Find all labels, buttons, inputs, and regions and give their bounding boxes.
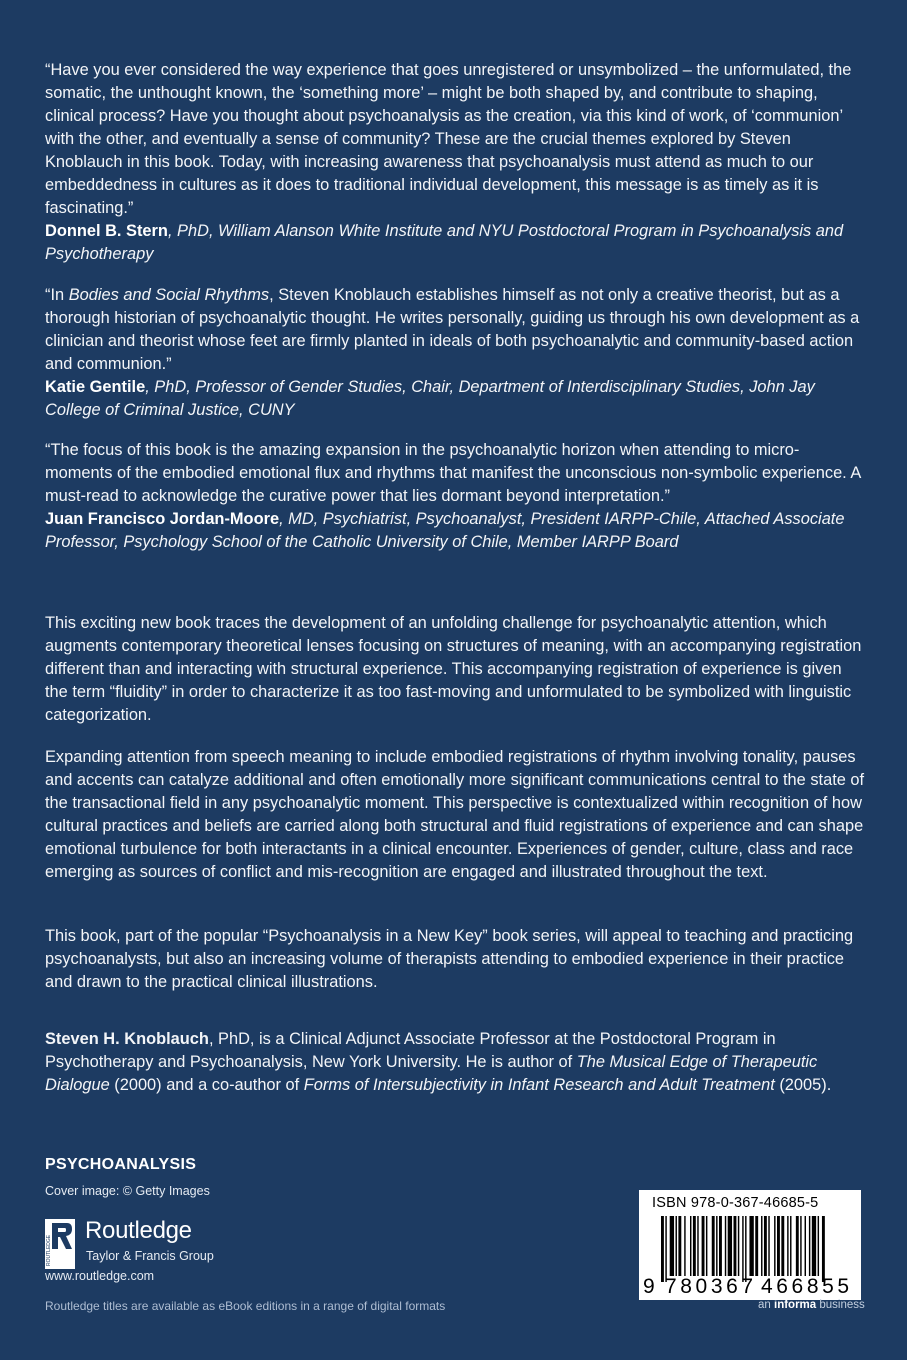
informa-business-note [758, 1299, 865, 1311]
bio-text-1: , PhD, is a Clinical Adjunct Associate Professor at the Postdoctoral Program in Psychotherapy and Psychoanalysis, New York University. He is author of [45, 1030, 776, 1071]
informa-brand: informa [774, 1299, 817, 1311]
bio-text-3: (2005). [774, 1076, 832, 1094]
barcode-digit-first: 9 [643, 1275, 655, 1298]
barcode-bar [761, 1216, 762, 1276]
quote-rest: , Steven Knoblauch establishes himself as not only a creative theorist, but as a thorough historian of psychoanalytic thought. He writes personally, guiding us through his own development as a clinician and theorist whose feet are firmly planted in ideals of both psychoanalytic and community-based action and communion.” [45, 286, 860, 373]
barcode-bar [764, 1216, 767, 1276]
barcode-bar [684, 1216, 685, 1276]
barcode-bar [749, 1216, 753, 1276]
testimonial-1 [45, 59, 865, 266]
barcode-bar [774, 1216, 775, 1276]
testimonial-attribution [45, 508, 865, 554]
barcode-bar [745, 1216, 746, 1282]
publisher-website[interactable]: www.routledge.com [45, 1269, 155, 1283]
barcode-bar [665, 1216, 666, 1282]
logo-vertical-text: ROUTLEDGE [46, 1234, 52, 1266]
testimonial-author: Juan Francisco Jordan-Moore [45, 510, 280, 528]
publisher-name: Routledge [85, 1217, 192, 1244]
barcode-bar [719, 1216, 722, 1276]
barcode-bar [790, 1216, 791, 1276]
description-text: This book, part of the popular “Psychoanalysis in a New Key” book series, will appeal to teaching and practicing psychoanalysts, but also an increasing volume of therapists attending to embodied experience in their practice and drawn to the practical clinical illustrations. [45, 927, 854, 991]
barcode-bar [738, 1216, 739, 1276]
barcode-bar [742, 1216, 743, 1282]
barcode-bar [678, 1216, 681, 1276]
barcode-digits-right: 466855 [761, 1275, 853, 1298]
testimonial-quote: “Have you ever considered the way experience that goes unregistered or unsymbolized – the unformulated, the somatic, the unthought known, the ‘something more’ – might be both shaped by, and contribute to shaping, clinical process? Have you thought about psychoanalysis as the creation, via this kind of work, of ‘communion’ with the other, and eventually a sense of community? These are the crucial themes explored by Steven Knoblauch in this book. Today, with increasing awareness that psychoanalysis must attend as much to our embeddedness in cultures as it does to traditional individual development, this message is as timely as it is fascinating.” [45, 61, 852, 217]
barcode-bar [725, 1216, 726, 1276]
informa-suffix: business [816, 1299, 865, 1311]
author-bio-text [45, 1028, 865, 1097]
author-name: Steven H. Knoblauch [45, 1030, 209, 1048]
barcode-bar [670, 1216, 674, 1276]
author-bio [45, 1028, 865, 1097]
testimonial-quote: “The focus of this book is the amazing expansion in the psychoanalytic horizon when attending to micro-moments of the embodied emotional flux and rhythms that manifest the unconscious non-symbolic experience. A must-read to acknowledge the curative power that lies dormant beyond interpretation.” [45, 441, 861, 505]
barcode-bar [796, 1216, 799, 1276]
description-paragraph-3 [45, 925, 865, 994]
barcode-bar [822, 1216, 825, 1282]
barcode-bar [781, 1216, 784, 1276]
barcode-bar [693, 1216, 696, 1276]
barcode-bar [661, 1216, 664, 1282]
barcode-bar [734, 1216, 737, 1276]
testimonial-author: Katie Gentile [45, 378, 146, 396]
barcode-bar [768, 1216, 769, 1276]
ebook-note: Routledge titles are available as eBook editions in a range of digital formats [45, 1299, 446, 1313]
barcode-bar [690, 1216, 691, 1276]
barcode-bar [706, 1216, 707, 1276]
description-text: Expanding attention from speech meaning to include embodied registrations of rhythm involving tonality, pauses and accents can catalyze additional and often emotionally more significant communications central to the state of the transactional field in any psychoanalytic moment. This perspective is contextualized within recognition of how cultural practices and beliefs are carried along both structural and fluid registrations of experience and can shape emotional turbulence for both interactants in a clinical encounter. Experiences of gender, culture, class and race emerging as sources of conflict and mis-recognition are engaged and illustrated throughout the text. [45, 748, 865, 881]
barcode-bar [812, 1216, 816, 1276]
testimonial-quote [45, 284, 865, 376]
cover-image-credit: Cover image: © Getty Images [45, 1184, 210, 1198]
barcode-bar [809, 1216, 810, 1276]
barcode-bar [818, 1216, 819, 1276]
description-paragraph-2 [45, 746, 865, 884]
barcode-bar [787, 1216, 788, 1276]
bio-text-2: (2000) and a co-author of [109, 1076, 304, 1094]
barcode-digits-left: 780367 [665, 1275, 757, 1298]
bio-book-2: Forms of Intersubjectivity in Infant Research and Adult Treatment [303, 1076, 775, 1094]
publisher-tagline: Taylor & Francis Group [86, 1249, 214, 1263]
barcode-bar [755, 1216, 758, 1276]
barcode-bar [712, 1216, 715, 1276]
testimonial-3 [45, 439, 865, 554]
testimonial-author: Donnel B. Stern [45, 222, 168, 240]
testimonial-attribution [45, 376, 865, 422]
barcode-bar [716, 1216, 717, 1276]
testimonial-credentials: , MD, Psychiatrist, Psychoanalyst, President IARPP-Chile, Attached Associate Professor, Psychology School of the Catholic University of Chile, Member IARPP Board [45, 510, 845, 551]
barcode-bar [697, 1216, 698, 1276]
barcode-digits [639, 1275, 861, 1299]
isbn-label: ISBN 978-0-367-46685-5 [652, 1195, 819, 1211]
barcode-bar [777, 1216, 780, 1276]
barcode-bar [676, 1216, 677, 1276]
subject-category: PSYCHOANALYSIS [45, 1156, 197, 1173]
testimonial-attribution [45, 220, 865, 266]
barcode-bar [800, 1216, 801, 1276]
quote-prefix: “In [45, 286, 69, 304]
barcode-bar [728, 1216, 732, 1276]
routledge-logo-icon [45, 1219, 75, 1269]
bio-book-1: The Musical Edge of Therapeutic Dialogue [45, 1053, 818, 1094]
testimonial-credentials: , PhD, Professor of Gender Studies, Chair, Department of Interdisciplinary Studies, John Jay College of Criminal Justice, CUNY [45, 378, 815, 419]
barcode-bar [702, 1216, 705, 1276]
isbn-barcode [639, 1190, 861, 1300]
testimonial-2 [45, 284, 865, 422]
testimonial-credentials: , PhD, William Alanson White Institute and NYU Postdoctoral Program in Psychoanalysis and Psychotherapy [45, 222, 844, 263]
quote-book-title: Bodies and Social Rhythms [68, 286, 270, 304]
barcode-bar [805, 1216, 806, 1276]
informa-prefix: an [758, 1299, 774, 1311]
description-paragraph-1 [45, 612, 865, 727]
description-text: This exciting new book traces the development of an unfolding challenge for psychoanalytic attention, which augments contemporary theoretical lenses focusing on structures of meaning, with an accompanying registration different than and interacting with structural experience. This accompanying registration of experience is given the term “fluidity” in order to characterize it as too fast-moving and unformulated to be symbolized with linguistic categorization. [45, 614, 862, 724]
